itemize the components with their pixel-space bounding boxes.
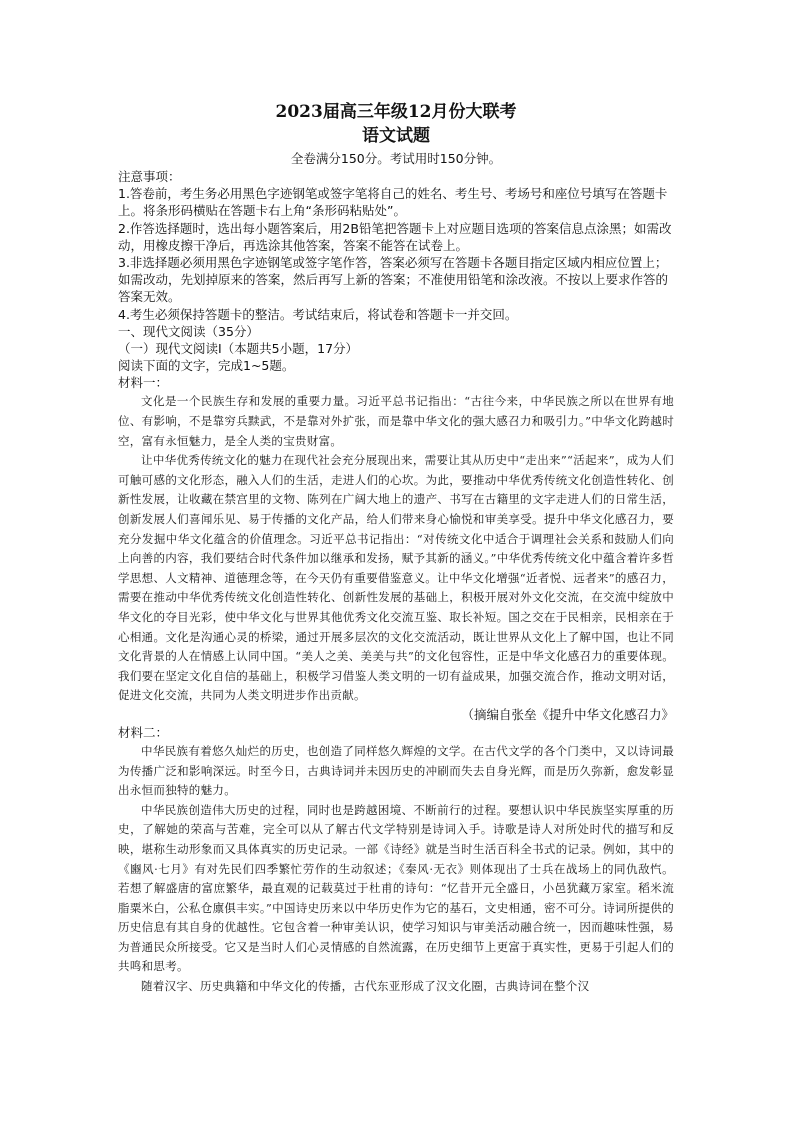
reading-instruction: 阅读下面的文字，完成1~5题。 xyxy=(118,358,295,374)
exam-title: 2023届高三年级12月份大联考 xyxy=(275,102,517,122)
notes-section xyxy=(118,168,674,323)
section-sub-heading: （一）现代文阅读Ⅰ（本题共5小题，17分） xyxy=(118,341,359,357)
material2-label: 材料二： xyxy=(118,724,169,740)
notes-heading: 注意事项： xyxy=(118,169,181,184)
material1-source: （摘编自张垒《提升中华文化感召力》 xyxy=(461,706,674,722)
section-heading: 一、现代文阅读（35分） xyxy=(118,323,259,339)
note-item-3: 3.非选择题必须用黑色字迹钢笔或签字笔作答，答案必须写在答题卡各题目指定区域内相应位置上；如需改动，先划掉原来的答案，然后再写上新的答案；不准使用铅笔和涂改液。不按以上要求作答的答案无效。 xyxy=(118,255,669,305)
material1-paragraph-2: 让中华优秀传统文化的魅力在现代社会充分展现出来，需要让其从历史中“走出来”“活起来”，成为人们可触可感的文化形态，融入人们的生活，走进人们的心坎。为此，要推动中华优秀传统文化创造性转化、创新性发展，让收藏在禁宫里的文物、陈列在广阔大地上的遗产、书写在古籍里的文字走进人们的日常生活，创新发展人们喜闻乐见、易于传播的文化产品，给人们带来身心愉悦和审美享受。提升中华文化感召力，要充分发掘中华文化蕴含的价值理念。习近平总书记指出：“对传统文化中适合于调理社会关系和鼓励人们向上向善的内容，我们要结合时代条件加以继承和发扬，赋予其新的涵义。”中华优秀传统文化中蕴含着许多哲学思想、人文精神、道德理念等，在今天仍有重要借鉴意义。让中华文化增强“近者悦、远者来”的感召力，需要在推动中华优秀传统文化创造性转化、创新性发展的基础上，积极开展对外文化交流，在交流中绽放中华文化的夺目光彩，使中华文化与世界其他优秀文化交流互鉴、取长补短。国之交在于民相亲，民相亲在于心相通。文化是沟通心灵的桥梁，通过开展多层次的文化交流活动，既让世界从文化上了解中国，也让不同文化背景的人在情感上认同中国。“美人之美、美美与共”的文化包容性，正是中华文化感召力的重要体现。我们要在坚定文化自信的基础上，积极学习借鉴人类文明的一切有益成果，加强交流合作，推动文明对话，促进文化交流，共同为人类文明进步作出贡献。 xyxy=(118,453,674,703)
note-item-1: 1.答卷前，考生务必用黑色字迹钢笔或签字笔将自己的姓名、考生号、考场号和座位号填写在答题卡上。将条形码横贴在答题卡右上角“条形码粘贴处”。 xyxy=(118,186,668,219)
exam-page xyxy=(118,100,674,997)
material2-paragraph-3: 随着汉字、历史典籍和中华文化的传播，古代东亚形成了汉文化圈，古典诗词在整个汉 xyxy=(141,979,590,994)
material2-paragraph-1: 中华民族有着悠久灿烂的历史，也创造了同样悠久辉煌的文学。在古代文学的各个门类中，又以诗词最为传播广泛和影响深远。时至今日，古典诗词并未因历史的冲刷而失去自身光辉，而是历久弥新，愈发彰显出永恒而独特的魅力。 xyxy=(118,743,674,798)
material2-paragraph-2: 中华民族创造伟大历史的过程，同时也是跨越困境、不断前行的过程。要想认识中华民族坚实厚重的历史，了解她的荣高与苦难，完全可以从了解古代文学特别是诗词入手。诗歌是诗人对所处时代的描写和反映，堪称生动形象而又具体真实的历史记录。一部《诗经》就是当时生活百科全书式的记录。例如，其中的《豳风·七月》有对先民们四季繁忙劳作的生动叙述；《秦风·无衣》则体现出了士兵在战场上的同仇敌忾。若想了解盛唐的富庶繁华，最直观的记载莫过于杜甫的诗句：“忆昔开元全盛日，小邑犹藏万家室。稻米流脂粟米白，公私仓廪俱丰实。”中国诗史历来以中华历史作为它的基石，文史相通，密不可分。诗词所提供的历史信息有其自身的优越性。它包含着一种审美认识，使学习知识与审美活动融合统一，因而趣味性强，易为普通民众所接受。它又是当时人们心灵情感的自然流露，在历史细节上更富于真实性，更易于引起人们的共鸣和思考。 xyxy=(118,802,674,974)
material1-label: 材料一： xyxy=(118,375,169,391)
score-info: 全卷满分150分。考试用时150分钟。 xyxy=(290,151,502,166)
note-item-4: 4.考生必须保持答题卡的整洁。考试结束后，将试卷和答题卡一并交回。 xyxy=(118,306,518,322)
note-item-2: 2.作答选择题时，选出每小题答案后，用2B铅笔把答题卡上对应题目选项的答案信息点涂黑；如需改动，用橡皮擦干净后，再选涂其他答案，答案不能答在试卷上。 xyxy=(118,220,672,253)
material1-paragraph-1: 文化是一个民族生存和发展的重要力量。习近平总书记指出：“古往今来，中华民族之所以在世界有地位、有影响，不是靠穷兵黩武，不是靠对外扩张，而是靠中华文化的强大感召力和吸引力。”中华文化跨越时空，富有永恒魅力，是全人类的宝贵财富。 xyxy=(118,394,674,448)
exam-subject: 语文试题 xyxy=(362,126,430,146)
